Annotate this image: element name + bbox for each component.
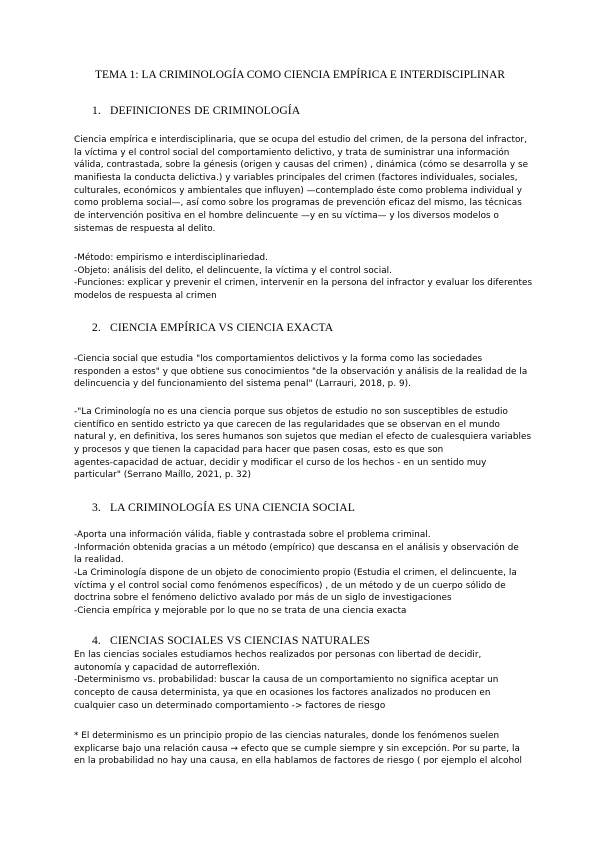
list-item: -Funciones: explicar y prevenir el crimen, intervenir en la persona del infractor y evaluar los diferentes: [74, 278, 533, 289]
paragraph-determinism-note: [74, 730, 526, 768]
paragraph-larrauri-quote: [74, 353, 526, 391]
list-item: -Objeto: análisis del delito, el delincuente, la víctima y el control social.: [74, 265, 392, 276]
text-line: responden a estos" y que obtiene sus conocimientos "de la observación y análisis de la realidad de la: [74, 366, 528, 377]
paragraph-definition: [74, 134, 529, 236]
section-number: 2.: [92, 321, 101, 334]
section-title: CIENCIA EMPÍRICA VS CIENCIA EXACTA: [110, 321, 334, 334]
list-item: -La Criminología dispone de un objeto de conocimiento propio (Estudia el crimen, el delincuente, la: [74, 568, 517, 579]
section-number: 3.: [92, 501, 101, 514]
list-method-object-functions: [74, 252, 533, 303]
list-item: la realidad.: [74, 555, 124, 566]
text-line: en la probabilidad no hay una causa, en ella hablamos de factores de riesgo ( por ejemplo el alcohol: [74, 756, 522, 767]
text-line: cualquier caso un determinado comportamiento -> factores de riesgo: [74, 700, 386, 711]
section-heading-3: [92, 501, 355, 514]
text-line: válida, contrastada, sobre la génesis (origen y causas del crimen) , dinámica (cómo se desarrolla y se: [74, 160, 529, 171]
list-item: -Información obtenida gracias a un método (empírico) que descansa en el análisis y observación de: [74, 542, 519, 553]
text-line: la víctima y el control social del comportamiento delictivo, y trata de suministrar una información: [74, 147, 510, 158]
paragraph-social-vs-natural: [74, 649, 526, 712]
text-line: autonomía y capacidad de autorreflexión.: [74, 662, 260, 673]
text-line: En las ciencias sociales estudiamos hechos realizados por personas con libertad de decidir,: [74, 650, 482, 660]
text-line: científico en sentido estricto ya que carecen de las regularidades que se observan en el mundo: [74, 419, 500, 430]
text-line: concepto de causa determinista, ya que en ocasiones los factores analizados no producen en: [74, 688, 491, 699]
text-line: -Determinismo vs. probabilidad: buscar la causa de un comportamiento no significa aceptar un: [74, 675, 499, 686]
text-line: Ciencia empírica e interdisciplinaria, que se ocupa del estudio del crimen, de la persona del infractor,: [74, 135, 527, 145]
text-line: agentes-capacidad de actuar, decidir y modificar el curso de los hechos - en un sentido muy: [74, 457, 487, 468]
section-heading-2: [92, 321, 333, 334]
text-line: y procesos y que tienen la capacidad para hacer que pasen cosas, esto es que son: [74, 445, 444, 456]
text-line: explicarse bajo una relación causa → efecto que se cumple siempre y sin excepción. Por su parte, la: [74, 743, 520, 754]
list-social-science: [74, 529, 526, 618]
section-title: CIENCIAS SOCIALES VS CIENCIAS NATURALES: [110, 634, 371, 647]
text-line: -"La Criminología no es una ciencia porque sus objetos de estudio no son susceptibles de estudio: [74, 407, 508, 417]
paragraph-serrano-quote: [74, 406, 532, 482]
text-line: sistemas de respuesta al delito.: [74, 223, 216, 234]
text-line: natural y, en definitiva, los seres humanos son sujetos que median el efecto de cualesquiera variables: [74, 432, 532, 443]
text-line: -Ciencia social que estudia "los comportamientos delictivos y la forma como las sociedades: [74, 354, 483, 364]
text-line: delincuencia y del funcionamiento del sistema penal" (Larrauri, 2018, p. 9).: [74, 379, 411, 390]
section-heading-4: [92, 634, 370, 647]
section-title: DEFINICIONES DE CRIMINOLOGÍA: [110, 104, 301, 117]
section-title: LA CRIMINOLOGÍA ES UNA CIENCIA SOCIAL: [110, 501, 355, 514]
text-line: manifiesta la conducta delictiva.) y variables principales del crimen (factores individuales, sociales,: [74, 173, 518, 184]
text-line: * El determinismo es un principio propio de las ciencias naturales, donde los fenómenos suelen: [74, 731, 500, 741]
text-line: de intervención positiva en el hombre delincuente —y en su víctima— y los diversos modelos o: [74, 211, 499, 222]
page-title: TEMA 1: LA CRIMINOLOGÍA COMO CIENCIA EMPÍRICA E INTERDISCIPLINAR: [94, 69, 506, 81]
list-item: modelos de respuesta al crimen: [74, 291, 217, 302]
list-item: víctima y el control social como fenómenos específicos) , de un método y de un cuerpo sólido de: [74, 580, 506, 591]
list-item: -Método: empirismo e interdisciplinariedad.: [74, 253, 268, 263]
text-line: culturales, económicos y ambientales que influyen) —contemplado éste como problema individual y: [74, 185, 522, 196]
section-number: 1.: [92, 104, 101, 117]
list-item: doctrina sobre el fenómeno delictivo avalado por más de un siglo de investigaciones: [74, 593, 452, 604]
list-item: -Ciencia empírica y mejorable por lo que no se trata de una ciencia exacta: [74, 606, 407, 617]
section-heading-1: [92, 104, 300, 117]
list-item: -Aporta una información válida, fiable y contrastada sobre el problema criminal.: [74, 530, 431, 540]
text-line: particular" (Serrano Maíllo, 2021, p. 32): [74, 470, 251, 481]
section-number: 4.: [92, 634, 101, 647]
text-line: como problema social—, así como sobre los programas de prevención eficaz del mismo, las técnicas: [74, 198, 522, 209]
